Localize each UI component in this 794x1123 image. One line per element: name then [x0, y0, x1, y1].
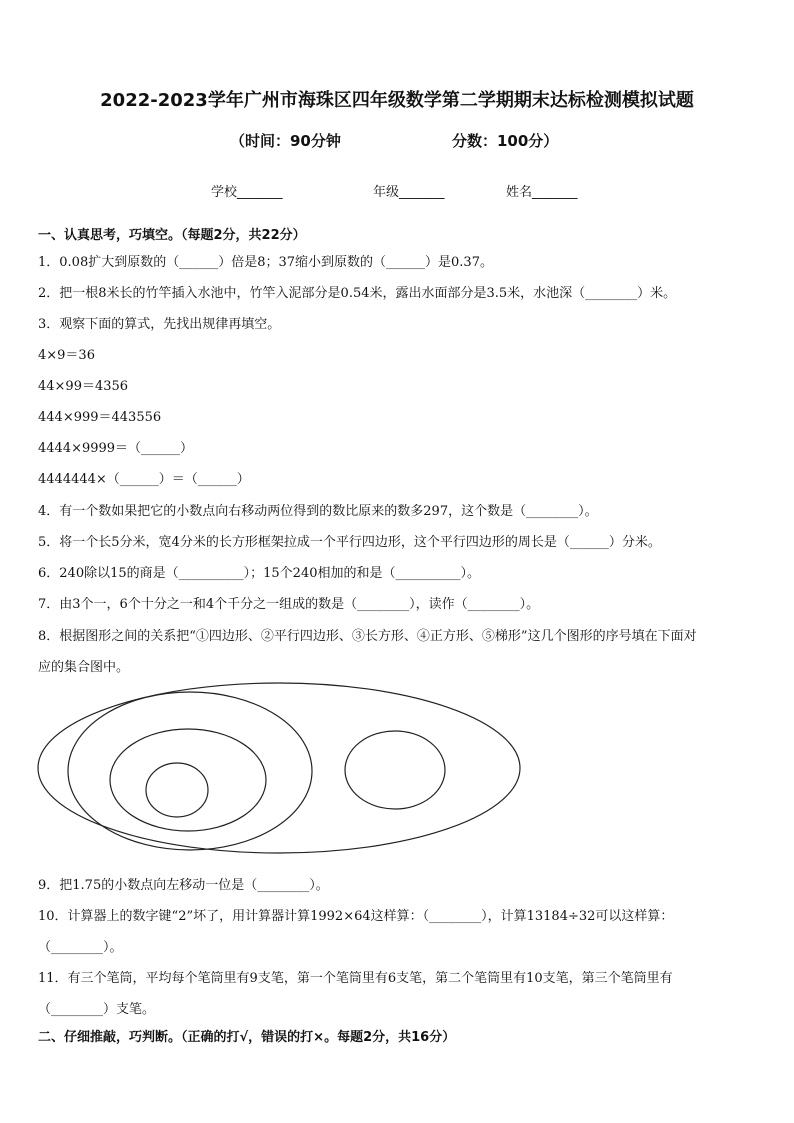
- square-set-ellipse: [146, 763, 208, 817]
- school-field: 学校_______: [211, 185, 283, 200]
- formula-line: 44×99＝4356: [38, 379, 129, 394]
- question-line: 6．240除以15的商是（__________）；15个240相加的和是（__________）。: [38, 566, 480, 581]
- question-line: 7．由3个一，6个十分之一和4个千分之一组成的数是（________），读作（________）。: [38, 597, 540, 612]
- question-line: （________）支笔。: [38, 1002, 156, 1017]
- set-diagram: [30, 680, 530, 858]
- question-line: 9．把1.75的小数点向左移动一位是（________）。: [38, 878, 329, 893]
- question-line: 4．有一个数如果把它的小数点向右移动两位得到的数比原来的数多297，这个数是（________）。: [38, 504, 598, 519]
- name-field: 姓名_______: [506, 185, 578, 200]
- trapezoid-set-ellipse: [345, 731, 445, 809]
- question-line: 11．有三个笔筒，平均每个笔筒里有9支笔，第一个笔筒里有6支笔，第二个笔筒里有10支笔，第三个笔筒里有: [38, 971, 673, 986]
- formula-line: 444×999＝443556: [38, 410, 162, 425]
- question-line: 8．根据图形之间的关系把“①四边形、②平行四边形、③长方形、④正方形、⑤梯形”这几个图形的序号填在下面对: [38, 629, 697, 644]
- page-title: 2022-2023学年广州市海珠区四年级数学第二学期期末达标检测模拟试题: [100, 90, 694, 111]
- section-1-heading: 一、认真思考，巧填空。（每题2分，共22分）: [38, 228, 306, 243]
- formula-line: 4×9＝36: [38, 348, 95, 363]
- exam-score: 分数：100分）: [452, 132, 559, 150]
- outer-set-ellipse: [38, 683, 520, 853]
- question-line: （________）。: [38, 940, 123, 955]
- question-line: 应的集合图中。: [38, 660, 130, 675]
- question-line: 10．计算器上的数字键“2”坏了，用计算器计算1992×64这样算：（________），计算13184÷32可以这样算：: [38, 909, 674, 924]
- question-line: 3．观察下面的算式，先找出规律再填空。: [38, 317, 281, 332]
- exam-time: （时间：90分钟: [230, 132, 341, 150]
- section-2-heading: 二、仔细推敲，巧判断。（正确的打√，错误的打×。每题2分，共16分）: [38, 1030, 456, 1045]
- formula-line: 4444444×（______）＝（______）: [38, 472, 250, 487]
- question-line: 1．0.08扩大到原数的（______）倍是8；37缩小到原数的（______）是0.37。: [38, 255, 493, 270]
- formula-line: 4444×9999＝（______）: [38, 441, 194, 456]
- question-line: 2．把一根8米长的竹竿插入水池中，竹竿入泥部分是0.54米，露出水面部分是3.5米，水池深（________）米。: [38, 286, 677, 301]
- question-line: 5．将一个长5分米，宽4分米的长方形框架拉成一个平行四边形，这个平行四边形的周长是（______）分米。: [38, 535, 661, 550]
- grade-field: 年级_______: [373, 185, 445, 200]
